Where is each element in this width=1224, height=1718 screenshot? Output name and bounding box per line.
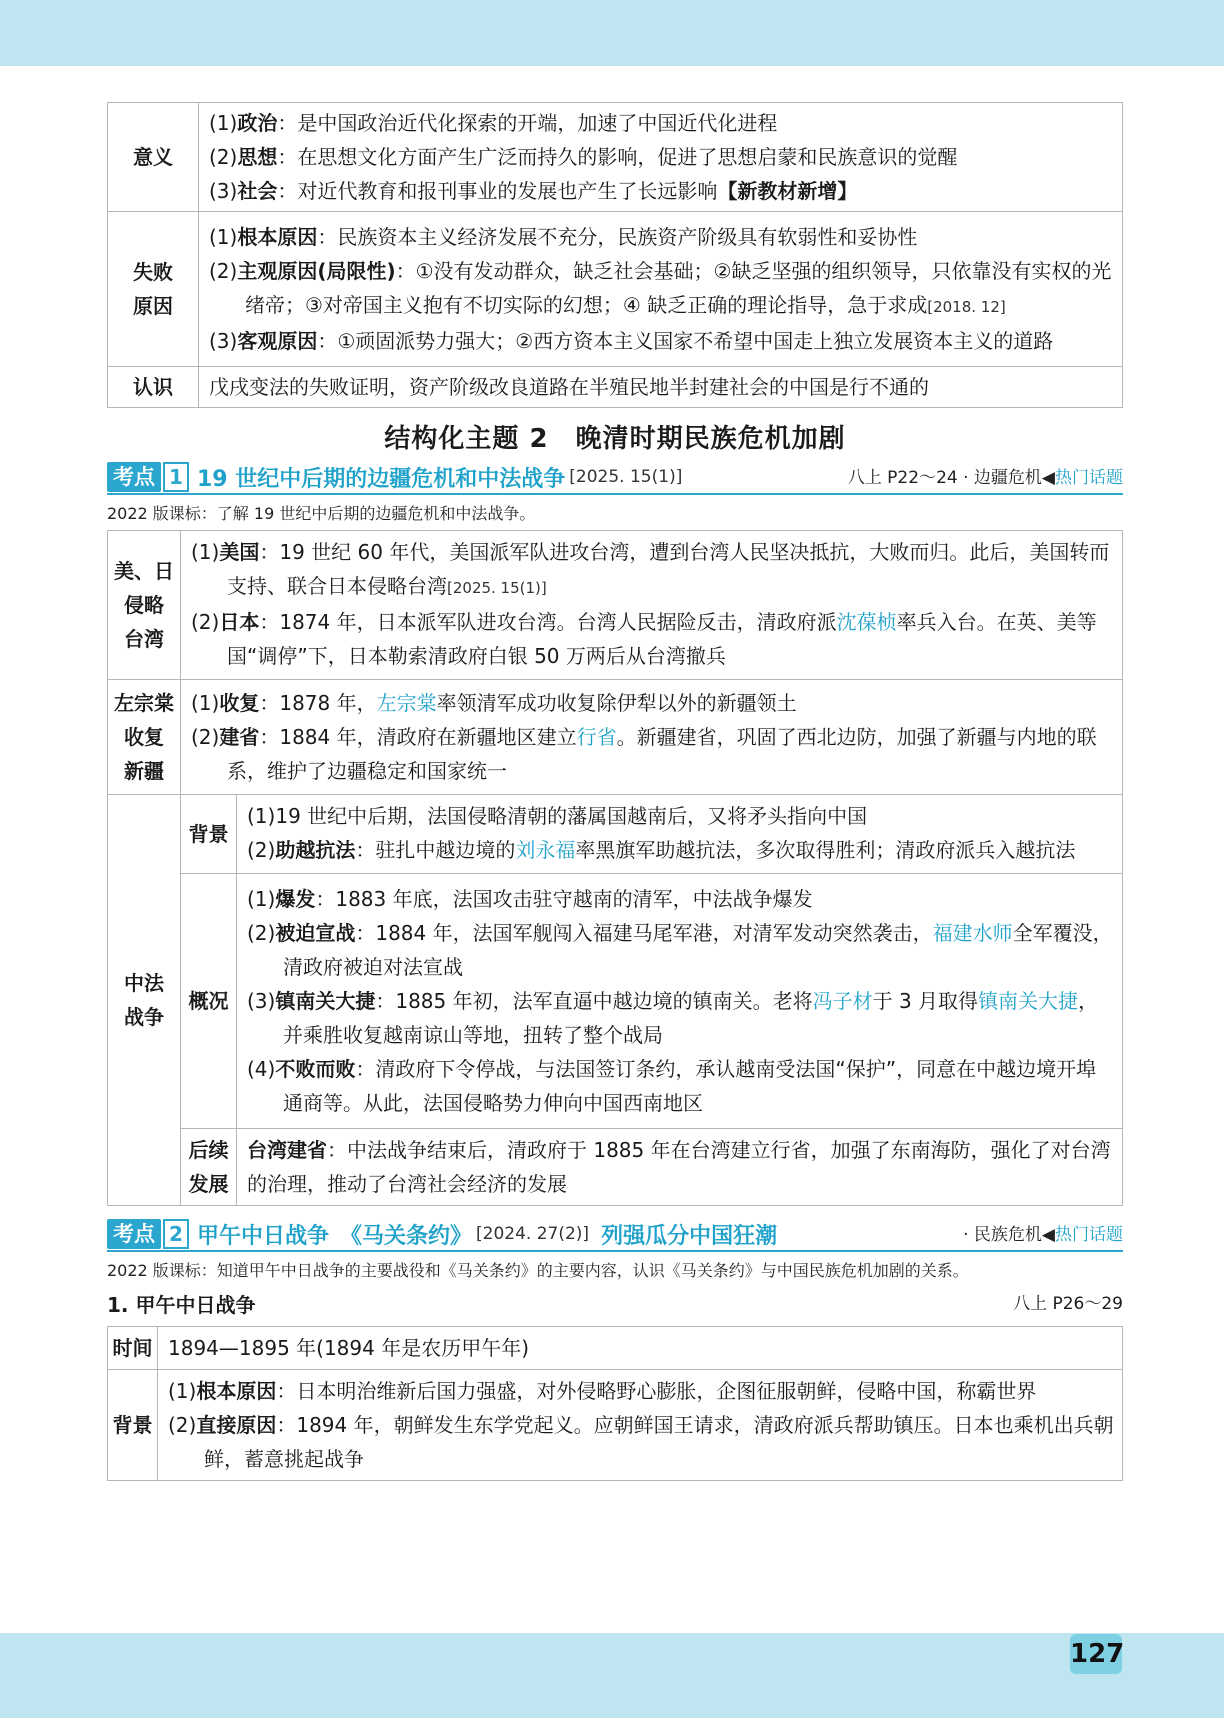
table-row: [108, 795, 1123, 874]
table-row: [108, 874, 1123, 1129]
row-head: 意义: [108, 103, 199, 212]
textbook-ref: 八上 P22～24 · 边疆危机◀热门话题: [847, 468, 1123, 488]
list-item: (3)社会：对近代教育和报刊事业的发展也产生了长远影响【新教材新增】: [209, 179, 858, 203]
kaodian-label: 考点: [107, 462, 161, 492]
table-row: [108, 531, 1123, 680]
list-item: (1)美国：19 世纪 60 年代，美国派军队进攻台湾，遭到台湾人民坚决抵抗，大败而归。此后，美国转而支持、联合日本侵略台湾[2025. 15(1)]: [191, 540, 1110, 598]
new-textbook-note: 【新教材新增】: [717, 179, 858, 203]
exam-ref: [2018. 12]: [927, 298, 1006, 316]
kaodian-2-bar: [107, 1218, 1123, 1252]
row-head: 左宗棠 收复 新疆: [108, 680, 181, 795]
term-link[interactable]: 冯子材: [812, 989, 873, 1013]
kaodian-title: 甲午中日战争 《马关条约》: [197, 1223, 473, 1249]
row-head: 中法 战争: [108, 795, 181, 1206]
list-item: (4)不败而败：清政府下令停战，与法国签订条约，承认越南受法国“保护”，同意在中越边境开埠通商等。从此，法国侵略势力伸向中国西南地区: [247, 1057, 1097, 1115]
exam-ref: [2024. 27(2)]: [476, 1224, 590, 1244]
table-row: [108, 103, 1123, 212]
term-link[interactable]: 左宗棠: [376, 691, 437, 715]
subsection-heading: 1. 甲午中日战争 八上 P26～29: [107, 1289, 1123, 1318]
curriculum-note: 2022 版课标：知道甲午中日战争的主要战役和《马关条约》的主要内容，认识《马关条约》与中国民族危机加剧的关系。: [107, 1261, 969, 1280]
kaodian-title: 19 世纪中后期的边疆危机和中法战争: [197, 466, 566, 492]
list-item: (1)收复：1878 年，左宗棠率领清军成功收复除伊犁以外的新疆领土: [191, 691, 797, 715]
table-row: 认识 戊戌变法的失败证明，资产阶级改良道路在半殖民地半封建社会的中国是行不通的: [108, 367, 1123, 408]
sub-head: 背景: [181, 795, 237, 874]
row-head: 失败 原因: [108, 212, 199, 367]
top-band: [0, 0, 1224, 66]
term-link[interactable]: 沈葆桢: [836, 610, 897, 634]
exam-ref: [2025. 15(1)]: [569, 467, 683, 487]
list-item: (2)日本：1874 年，日本派军队进攻台湾。台湾人民据险反击，清政府派沈葆桢率兵入台。在英、美等国“调停”下，日本勒索清政府白银 50 万两后从台湾撤兵: [191, 610, 1097, 668]
list-item: (2)直接原因：1894 年，朝鲜发生东学党起义。应朝鲜国王请求，清政府派兵帮助镇压。日本也乘机出兵朝鲜，蓄意挑起战争: [168, 1413, 1114, 1471]
row-head: 背景: [108, 1370, 158, 1481]
sub-head: 后续 发展: [181, 1129, 237, 1206]
term-link[interactable]: 行省: [576, 725, 617, 749]
table-row: 时间 1894—1895 年(1894 年是农历甲午年): [108, 1327, 1123, 1370]
table-row: [108, 1370, 1123, 1481]
list-item: (1)爆发：1883 年底，法国攻击驻守越南的清军，中法战争爆发: [247, 887, 813, 911]
list-item: (2)助越抗法：驻扎中越边境的刘永福率黑旗军助越抗法，多次取得胜利；清政府派兵入越抗法: [247, 838, 1076, 862]
list-item: (2)被迫宣战：1884 年，法国军舰闯入福建马尾军港，对清军发动突然袭击，福建水师全军覆没，清政府被迫对法宣战: [247, 921, 1113, 979]
list-item: (3)镇南关大捷：1885 年初，法军直逼中越边境的镇南关。老将冯子材于 3 月取得镇南关大捷，并乘胜收复越南谅山等地，扭转了整个战局: [247, 989, 1099, 1047]
kaodian-title-2: 列强瓜分中国狂潮: [601, 1223, 778, 1249]
list-item: (1)根本原因：日本明治维新后国力强盛，对外侵略野心膨胀，企图征服朝鲜，侵略中国，称霸世界: [168, 1379, 1037, 1403]
page-number: 127: [1070, 1634, 1122, 1674]
textbook-ref: 八上 P26～29: [1013, 1294, 1123, 1314]
kaodian-label: 考点: [107, 1219, 161, 1249]
hot-topic-link[interactable]: 热门话题: [1055, 468, 1123, 488]
list-item: (1)19 世纪中后期，法国侵略清朝的藩属国越南后，又将矛头指向中国: [247, 804, 868, 828]
frontier-table: [107, 530, 1123, 1206]
table-row: 后续 发展 台湾建省：中法战争结束后，清政府于 1885 年在台湾建立行省，加强了东南海防，强化了对台湾的治理，推动了台湾社会经济的发展: [108, 1129, 1123, 1206]
table-row: [108, 680, 1123, 795]
textbook-ref: · 民族危机◀热门话题: [963, 1225, 1123, 1245]
list-item: (3)客观原因：①顽固派势力强大；②西方资本主义国家不希望中国走上独立发展资本主义的道路: [209, 329, 1054, 353]
list-item: (2)建省：1884 年，清政府在新疆地区建立行省。新疆建省，巩固了西北边防，加强了新疆与内地的联系，维护了边疆稳定和国家统一: [191, 725, 1097, 783]
war-table: [107, 1326, 1123, 1481]
list-item: (2)主观原因(局限性)：①没有发动群众，缺乏社会基础；②缺乏坚强的组织领导，只依靠没有实权的光绪帝；③对帝国主义抱有不切实际的幻想；④ 缺乏正确的理论指导，急于求成[2018. 12]: [209, 259, 1112, 317]
curriculum-note: 2022 版课标：了解 19 世纪中后期的边疆危机和中法战争。: [107, 504, 536, 523]
list-item: (1)政治：是中国政治近代化探索的开端，加速了中国近代化进程: [209, 111, 778, 135]
term-link[interactable]: 镇南关大捷: [978, 989, 1079, 1013]
reform-table: [107, 102, 1123, 408]
list-item: (2)思想：在思想文化方面产生广泛而持久的影响，促进了思想启蒙和民族意识的觉醒: [209, 145, 958, 169]
term-link[interactable]: 福建水师: [932, 921, 1013, 945]
kaodian-number: 2: [163, 1219, 189, 1249]
bottom-band: [0, 1633, 1224, 1718]
row-head: 时间: [108, 1327, 158, 1370]
page-content: [107, 102, 1123, 1481]
term-link[interactable]: 刘永福: [515, 838, 576, 862]
kaodian-number: 1: [163, 462, 189, 492]
row-head: 美、日 侵略 台湾: [108, 531, 181, 680]
row-head: 认识: [108, 367, 199, 408]
table-row: [108, 212, 1123, 367]
list-item: (1)根本原因：民族资本主义经济发展不充分，民族资产阶级具有软弱性和妥协性: [209, 225, 918, 249]
kaodian-1-bar: [107, 461, 1123, 495]
hot-topic-link[interactable]: 热门话题: [1055, 1225, 1123, 1245]
sub-head: 概况: [181, 874, 237, 1129]
section-title: 结构化主题 2 晚清时期民族危机加剧: [384, 424, 846, 454]
